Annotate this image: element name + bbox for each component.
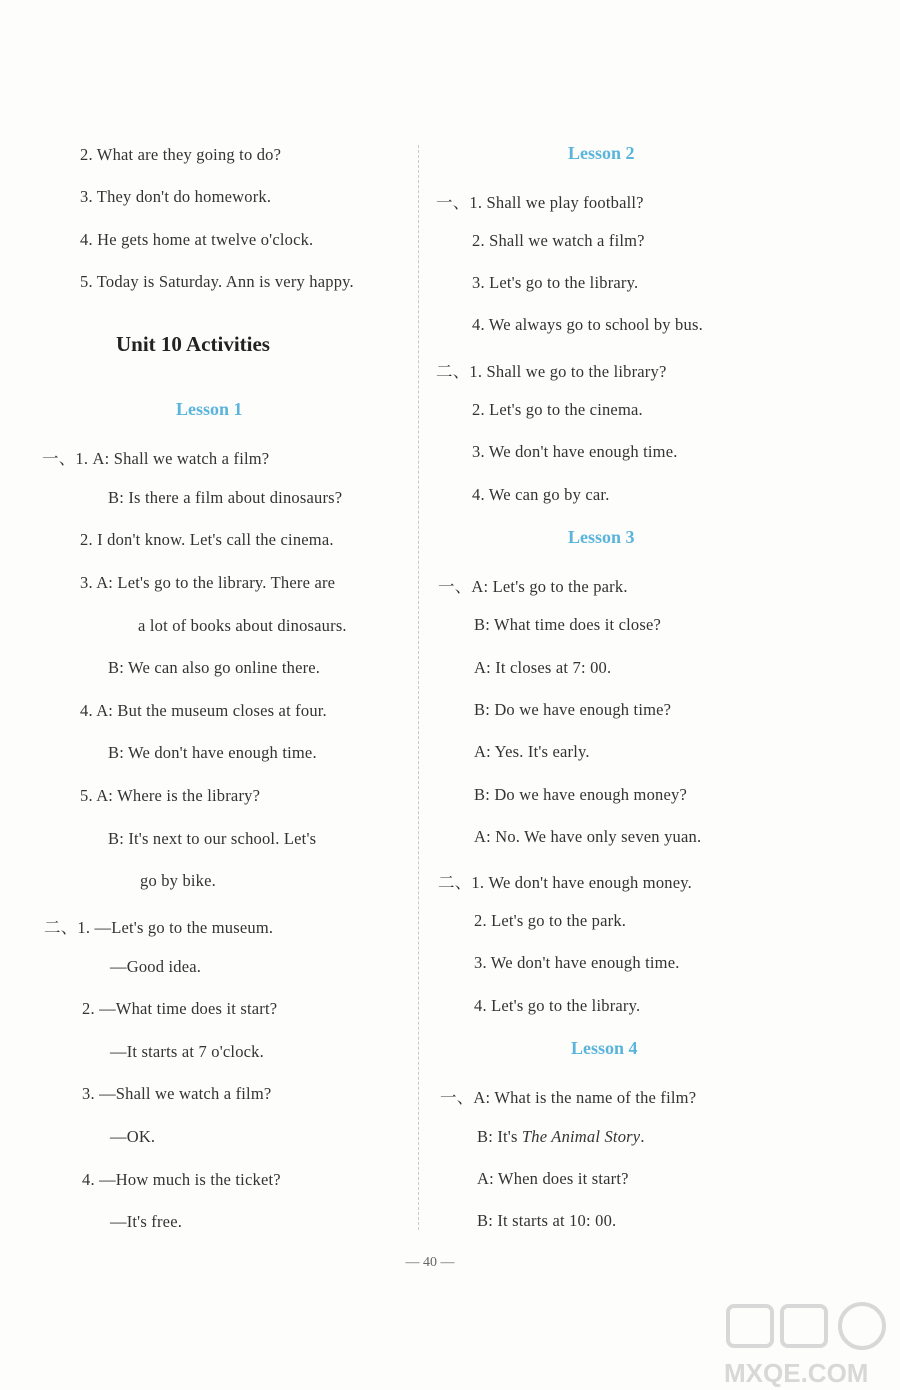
answer-line: 2. —What time does it start? [82, 999, 278, 1018]
answer-line: A: When does it start? [477, 1169, 629, 1188]
answer-line: A: It closes at 7: 00. [474, 658, 612, 677]
answer-line: B: It's next to our school. Let's [108, 829, 317, 848]
answer-line: 2. What are they going to do? [80, 145, 282, 164]
lesson-title: Lesson 2 [568, 143, 635, 163]
answer-prefix: B: It's [477, 1127, 522, 1146]
lesson-title: Lesson 4 [571, 1038, 638, 1058]
answer-line: 2. I don't know. Let's call the cinema. [80, 530, 334, 549]
answer-line: go by bike. [140, 871, 216, 890]
answer-line: 4. We can go by car. [472, 485, 610, 504]
answer-line: B: Is there a film about dinosaurs? [108, 488, 343, 507]
unit-title: Unit 10 Activities [116, 332, 270, 356]
answer-line: 二、1. Shall we go to the library? [436, 362, 667, 381]
page-number: — 40 — [405, 1255, 455, 1270]
answer-line: 5. A: Where is the library? [80, 786, 261, 805]
answer-line: B: We can also go online there. [108, 658, 321, 677]
answer-line: B: What time does it close? [474, 615, 662, 634]
answer-line: 4. Let's go to the library. [474, 996, 641, 1015]
answer-line: 3. Let's go to the library. [472, 273, 639, 292]
answer-line: —Good idea. [110, 957, 202, 976]
answer-line: 一、A: What is the name of the film? [440, 1088, 697, 1107]
answer-line: 2. Shall we watch a film? [472, 231, 645, 250]
answer-line: 4. He gets home at twelve o'clock. [80, 230, 314, 249]
answer-line: B: We don't have enough time. [108, 743, 317, 762]
answer-line: a lot of books about dinosaurs. [138, 616, 347, 635]
answer-line: 4. A: But the museum closes at four. [80, 701, 327, 720]
answer-line: B: Do we have enough money? [474, 785, 687, 804]
answer-line: A: No. We have only seven yuan. [474, 827, 702, 846]
answer-line [477, 1127, 645, 1147]
answer-line: 4. —How much is the ticket? [82, 1170, 281, 1189]
answer-suffix: . [640, 1127, 645, 1146]
answer-line: 2. Let's go to the cinema. [472, 400, 643, 419]
answer-line: 二、1. We don't have enough money. [438, 873, 692, 892]
answer-line: 二、1. —Let's go to the museum. [44, 918, 274, 937]
answer-line: 3. —Shall we watch a film? [82, 1084, 272, 1103]
lesson-title: Lesson 1 [176, 399, 243, 419]
answer-line: 3. We don't have enough time. [474, 953, 680, 972]
answer-line: —It's free. [110, 1212, 183, 1231]
watermark-logo [720, 1298, 895, 1388]
lesson-title: Lesson 3 [568, 527, 635, 547]
answer-line: 一、1. Shall we play football? [436, 193, 644, 212]
answer-line: B: It starts at 10: 00. [477, 1211, 617, 1230]
answer-line: —OK. [110, 1127, 156, 1146]
answer-line: 2. Let's go to the park. [474, 911, 627, 930]
answer-line: B: Do we have enough time? [474, 700, 672, 719]
answer-line: 3. They don't do homework. [80, 187, 272, 206]
watermark-text: MXQE.COM [724, 1358, 869, 1388]
answer-line: A: Yes. It's early. [474, 742, 590, 761]
answer-line: 4. We always go to school by bus. [472, 315, 703, 334]
film-title: The Animal Story [521, 1127, 641, 1146]
answer-line: 一、1. A: Shall we watch a film? [42, 449, 270, 468]
answer-line: 3. We don't have enough time. [472, 442, 678, 461]
answer-line: —It starts at 7 o'clock. [110, 1042, 264, 1061]
column-divider [418, 145, 419, 1230]
answer-line: 5. Today is Saturday. Ann is very happy. [80, 272, 354, 291]
answer-line: 一、A: Let's go to the park. [438, 577, 628, 596]
answer-line: 3. A: Let's go to the library. There are [80, 573, 336, 592]
